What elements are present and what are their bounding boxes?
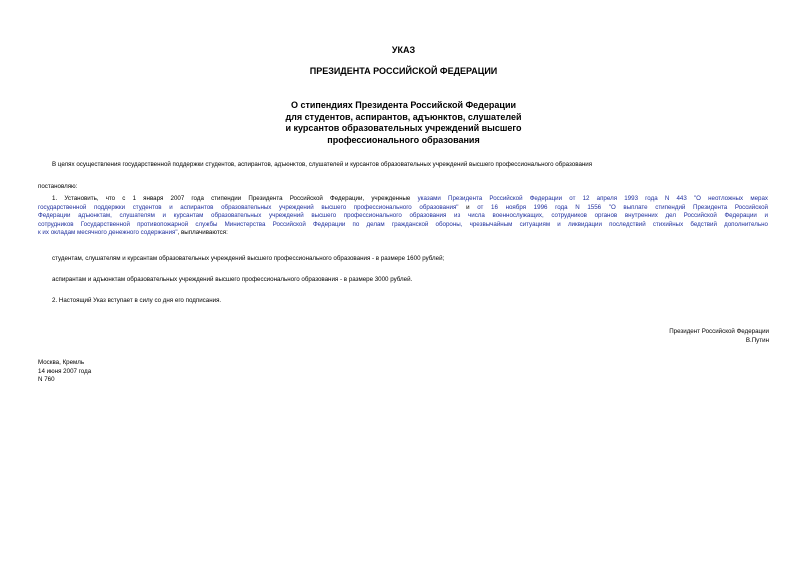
signatory-name: В.Путин — [745, 336, 769, 344]
decree-link-1556-end[interactable]: к их окладам месячного денежного содержания" — [38, 229, 178, 237]
decree-heading — [250, 100, 557, 146]
heading-line: и курсантов образовательных учреждений высшего — [285, 123, 522, 133]
signatory-position: Президент Российской Федерации — [669, 328, 769, 335]
issuer-title: ПРЕЗИДЕНТА РОССИЙСКОЙ ФЕДЕРАЦИИ — [309, 66, 498, 76]
decree-link-1556-cont[interactable]: Федерации адъюнктам, слушателям и курсантам образовательных учреждений высшего профессионального образования из числа военнослужащих, сотрудников органов внутренних дел Российской Федерации и — [38, 212, 768, 220]
decree-number: N 760 — [38, 376, 55, 384]
heading-line: О стипендиях Президента Российской Федерации — [290, 100, 517, 110]
paragraph-1-line — [38, 229, 768, 238]
decree-word: постановляю: — [38, 183, 78, 190]
paragraph-1-line — [38, 195, 768, 204]
paragraph-2: 2. Настоящий Указ вступает в силу со дня его подписания. — [52, 297, 222, 304]
paragraph-1-text: и — [458, 203, 478, 211]
signing-place: Москва, Кремль — [38, 359, 85, 366]
document-type-title: УКАЗ — [391, 45, 416, 55]
payment-item-students: студентам, слушателям и курсантам образовательных учреждений высшего профессионального образования - в размере 1600 рублей; — [52, 255, 445, 262]
heading-line: для студентов, аспирантов, адъюнктов, слушателей — [285, 111, 522, 122]
paragraph-1-text: , выплачиваются: — [177, 229, 228, 237]
paragraph-1 — [38, 195, 768, 238]
signature-block — [669, 328, 769, 345]
signing-date: 14 июня 2007 года — [38, 367, 92, 375]
decree-link-443[interactable]: указами Президента Российской Федерации от 12 апреля 1993 года N 443 "О неотложных мерах — [417, 195, 768, 202]
preamble-text: В целях осуществления государственной поддержки студентов, аспирантов, адъюнктов, слушателей и курсантов образовательных учреждений высшего профессионального образования — [52, 161, 593, 168]
paragraph-1-line — [38, 204, 768, 213]
decree-link-443-cont[interactable]: государственной поддержки студентов и аспирантов образовательных учреждений высшего профессионального образования" — [38, 203, 459, 211]
payment-item-postgrads: аспирантам и адъюнктам образовательных учреждений высшего профессионального образования - в размере 3000 рублей. — [52, 276, 413, 283]
decree-link-1556[interactable]: от 16 ноября 1996 года N 1556 "О выплате стипендий Президента Российской — [477, 203, 768, 211]
decree-link-1556-cont[interactable]: сотрудников Государственной противопожарной службы Министерства Российской Федерации по делам гражданской обороны, чрезвычайным ситуациям и ликвидации последствий стихийных бедствий дополнительно — [38, 220, 768, 228]
heading-line: профессионального образования — [327, 134, 480, 145]
document-footer — [38, 359, 91, 385]
paragraph-1-text: 1. Установить, что с 1 января 2007 года стипендии Президента Российской Федерации, учрежденные — [52, 195, 418, 202]
